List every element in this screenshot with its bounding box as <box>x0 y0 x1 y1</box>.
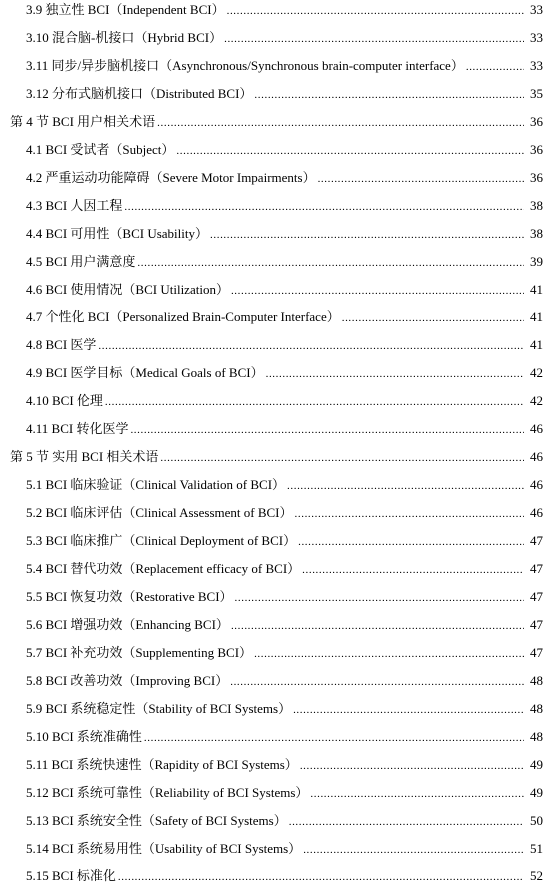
toc-entry-title: 4.1 BCI 受试者（Subject） <box>26 141 175 157</box>
toc-entry-title: 4.5 BCI 用户满意度 <box>26 253 136 269</box>
dot-leader <box>98 337 524 353</box>
dot-leader <box>231 282 524 298</box>
toc-page-number: 47 <box>530 644 543 660</box>
dot-leader <box>293 701 524 717</box>
dot-leader <box>231 617 524 633</box>
toc-page-number: 39 <box>530 253 543 269</box>
toc-entry-title: 4.11 BCI 转化医学 <box>26 421 129 437</box>
dot-leader <box>137 254 524 270</box>
toc-entry-title: 4.2 严重运动功能障碍（Severe Motor Impairments） <box>26 169 316 185</box>
toc-page-number: 46 <box>530 421 543 437</box>
toc-entry-title: 3.11 同步/异步脑机接口（Asynchronous/Synchronous brain-computer interface） <box>26 57 464 73</box>
dot-leader <box>144 729 524 745</box>
dot-leader <box>224 30 524 46</box>
dot-leader <box>230 673 524 689</box>
dot-leader <box>303 841 524 857</box>
toc-page-number: 35 <box>530 85 543 101</box>
toc-entry-title: 5.12 BCI 系统可靠性（Reliability of BCI Systems） <box>26 784 309 800</box>
dot-leader <box>289 813 524 829</box>
dot-leader <box>157 114 524 130</box>
toc-entry[interactable] <box>0 138 545 158</box>
toc-page-number: 52 <box>530 868 543 884</box>
dot-leader <box>210 226 524 242</box>
dot-leader <box>300 757 524 773</box>
dot-leader <box>254 86 524 102</box>
toc-section-heading[interactable] <box>0 445 545 465</box>
toc-page-number: 49 <box>530 756 543 772</box>
dot-leader <box>118 868 524 884</box>
toc-page-number: 48 <box>530 672 543 688</box>
toc-page-number: 50 <box>530 812 543 828</box>
dot-leader <box>318 170 524 186</box>
toc-entry[interactable] <box>0 417 545 437</box>
toc-page-number: 41 <box>530 309 543 325</box>
toc-entry-title: 4.4 BCI 可用性（BCI Usability） <box>26 225 209 241</box>
dot-leader <box>287 477 524 493</box>
dot-leader <box>466 58 524 74</box>
toc-entry-title: 5.3 BCI 临床推广（Clinical Deployment of BCI） <box>26 533 297 549</box>
toc-entry[interactable] <box>0 26 545 46</box>
toc-entry[interactable] <box>0 753 545 773</box>
toc-entry[interactable] <box>0 0 545 18</box>
dot-leader <box>105 393 524 409</box>
toc-entry[interactable] <box>0 837 545 857</box>
dot-leader <box>310 785 524 801</box>
dot-leader <box>295 505 524 521</box>
toc-entry[interactable] <box>0 278 545 298</box>
toc-page-number: 46 <box>530 505 543 521</box>
toc-entry[interactable] <box>0 361 545 381</box>
toc-page-number: 48 <box>530 728 543 744</box>
toc-entry-title: 5.2 BCI 临床评估（Clinical Assessment of BCI） <box>26 505 293 521</box>
toc-entry-title: 4.8 BCI 医学 <box>26 337 97 353</box>
toc-entry[interactable] <box>0 669 545 689</box>
toc-page-number: 47 <box>530 561 543 576</box>
toc-entry[interactable] <box>0 194 545 214</box>
toc-entry-title: 4.3 BCI 人因工程 <box>26 197 123 213</box>
toc-page-number: 49 <box>530 784 543 800</box>
toc-entry-title: 5.7 BCI 补充功效（Supplementing BCI） <box>26 644 253 660</box>
toc-entry-title: 3.12 分布式脑机接口（Distributed BCI） <box>26 85 253 101</box>
toc-entry-title: 5.14 BCI 系统易用性（Usability of BCI Systems） <box>26 840 302 856</box>
toc-entry[interactable] <box>0 809 545 829</box>
dot-leader <box>298 533 524 549</box>
toc-page-number: 47 <box>530 588 543 604</box>
toc-page-number: 33 <box>530 2 543 17</box>
toc-entry-title: 4.6 BCI 使用情况（BCI Utilization） <box>26 281 229 297</box>
toc-page-number: 36 <box>530 141 543 157</box>
toc-entry-title: 5.13 BCI 系统安全性（Safety of BCI Systems） <box>26 812 287 828</box>
toc-page-number: 38 <box>530 197 543 213</box>
toc-entry-title: 5.10 BCI 系统准确性 <box>26 728 142 744</box>
toc-page-number: 46 <box>530 449 543 465</box>
toc-entry[interactable] <box>0 389 545 409</box>
toc-entry[interactable] <box>0 54 545 74</box>
toc-page-number: 47 <box>530 616 543 632</box>
dot-leader <box>176 142 524 158</box>
toc-section-heading[interactable] <box>0 110 545 130</box>
toc-entry-title: 5.6 BCI 增强功效（Enhancing BCI） <box>26 616 229 632</box>
dot-leader <box>130 421 524 437</box>
toc-entry[interactable] <box>0 725 545 745</box>
toc-page-number: 36 <box>530 169 543 185</box>
toc-entry-title: 4.7 个性化 BCI（Personalized Brain-Computer Interface） <box>26 309 340 325</box>
toc-entry-title: 5.5 BCI 恢复功效（Restorative BCI） <box>26 588 233 604</box>
toc-page-number: 41 <box>530 281 543 297</box>
toc-entry-title: 3.10 混合脑-机接口（Hybrid BCI） <box>26 29 223 45</box>
toc-entry-title: 5.8 BCI 改善功效（Improving BCI） <box>26 672 229 688</box>
dot-leader <box>266 365 524 381</box>
toc-page-number: 36 <box>530 113 543 129</box>
toc-page-number: 38 <box>530 225 543 241</box>
toc-entry[interactable] <box>0 250 545 270</box>
toc-page-number: 48 <box>530 700 543 716</box>
toc-entry-title: 5.1 BCI 临床验证（Clinical Validation of BCI） <box>26 477 286 493</box>
toc-entry-title: 4.10 BCI 伦理 <box>26 393 103 409</box>
toc-page-number: 42 <box>530 393 543 409</box>
dot-leader <box>124 198 524 214</box>
toc-entry[interactable] <box>0 781 545 801</box>
toc-entry-title: 5.9 BCI 系统稳定性（Stability of BCI Systems） <box>26 700 292 716</box>
dot-leader <box>160 449 524 465</box>
toc-entry[interactable] <box>0 333 545 353</box>
toc-entry-title: 5.15 BCI 标准化 <box>26 868 116 884</box>
toc-entry[interactable] <box>0 557 545 577</box>
toc-entry-title: 3.9 独立性 BCI（Independent BCI） <box>26 2 225 17</box>
dot-leader <box>254 645 524 661</box>
toc-entry-title: 5.11 BCI 系统快速性（Rapidity of BCI Systems） <box>26 756 298 772</box>
toc-entry[interactable] <box>0 613 545 633</box>
toc-entry[interactable] <box>0 864 545 884</box>
toc-page-number: 41 <box>530 337 543 353</box>
toc-entry[interactable] <box>0 222 545 242</box>
dot-leader <box>342 309 524 325</box>
toc-entry[interactable] <box>0 529 545 549</box>
toc-entry[interactable] <box>0 697 545 717</box>
toc-entry[interactable] <box>0 82 545 102</box>
toc-entry[interactable] <box>0 305 545 325</box>
dot-leader <box>235 589 524 605</box>
toc-entry-title: 5.4 BCI 替代功效（Replacement efficacy of BCI） <box>26 561 301 576</box>
toc-page-number: 47 <box>530 533 543 549</box>
toc-page-number: 42 <box>530 365 543 381</box>
toc-page-number: 46 <box>530 477 543 493</box>
toc-entry[interactable] <box>0 473 545 493</box>
toc-entry-title: 第 4 节 BCI 用户相关术语 <box>10 113 156 129</box>
toc-entry-title: 第 5 节 实用 BCI 相关术语 <box>10 449 159 465</box>
dot-leader <box>227 2 524 18</box>
toc-entry[interactable] <box>0 585 545 605</box>
toc-page-number: 33 <box>530 29 543 45</box>
toc-page-number: 33 <box>530 57 543 73</box>
toc-entry[interactable] <box>0 501 545 521</box>
toc-page-number: 51 <box>530 840 543 856</box>
toc-entry[interactable] <box>0 641 545 661</box>
toc-entry-title: 4.9 BCI 医学目标（Medical Goals of BCI） <box>26 365 264 381</box>
dot-leader <box>302 561 524 577</box>
toc-entry[interactable] <box>0 166 545 186</box>
